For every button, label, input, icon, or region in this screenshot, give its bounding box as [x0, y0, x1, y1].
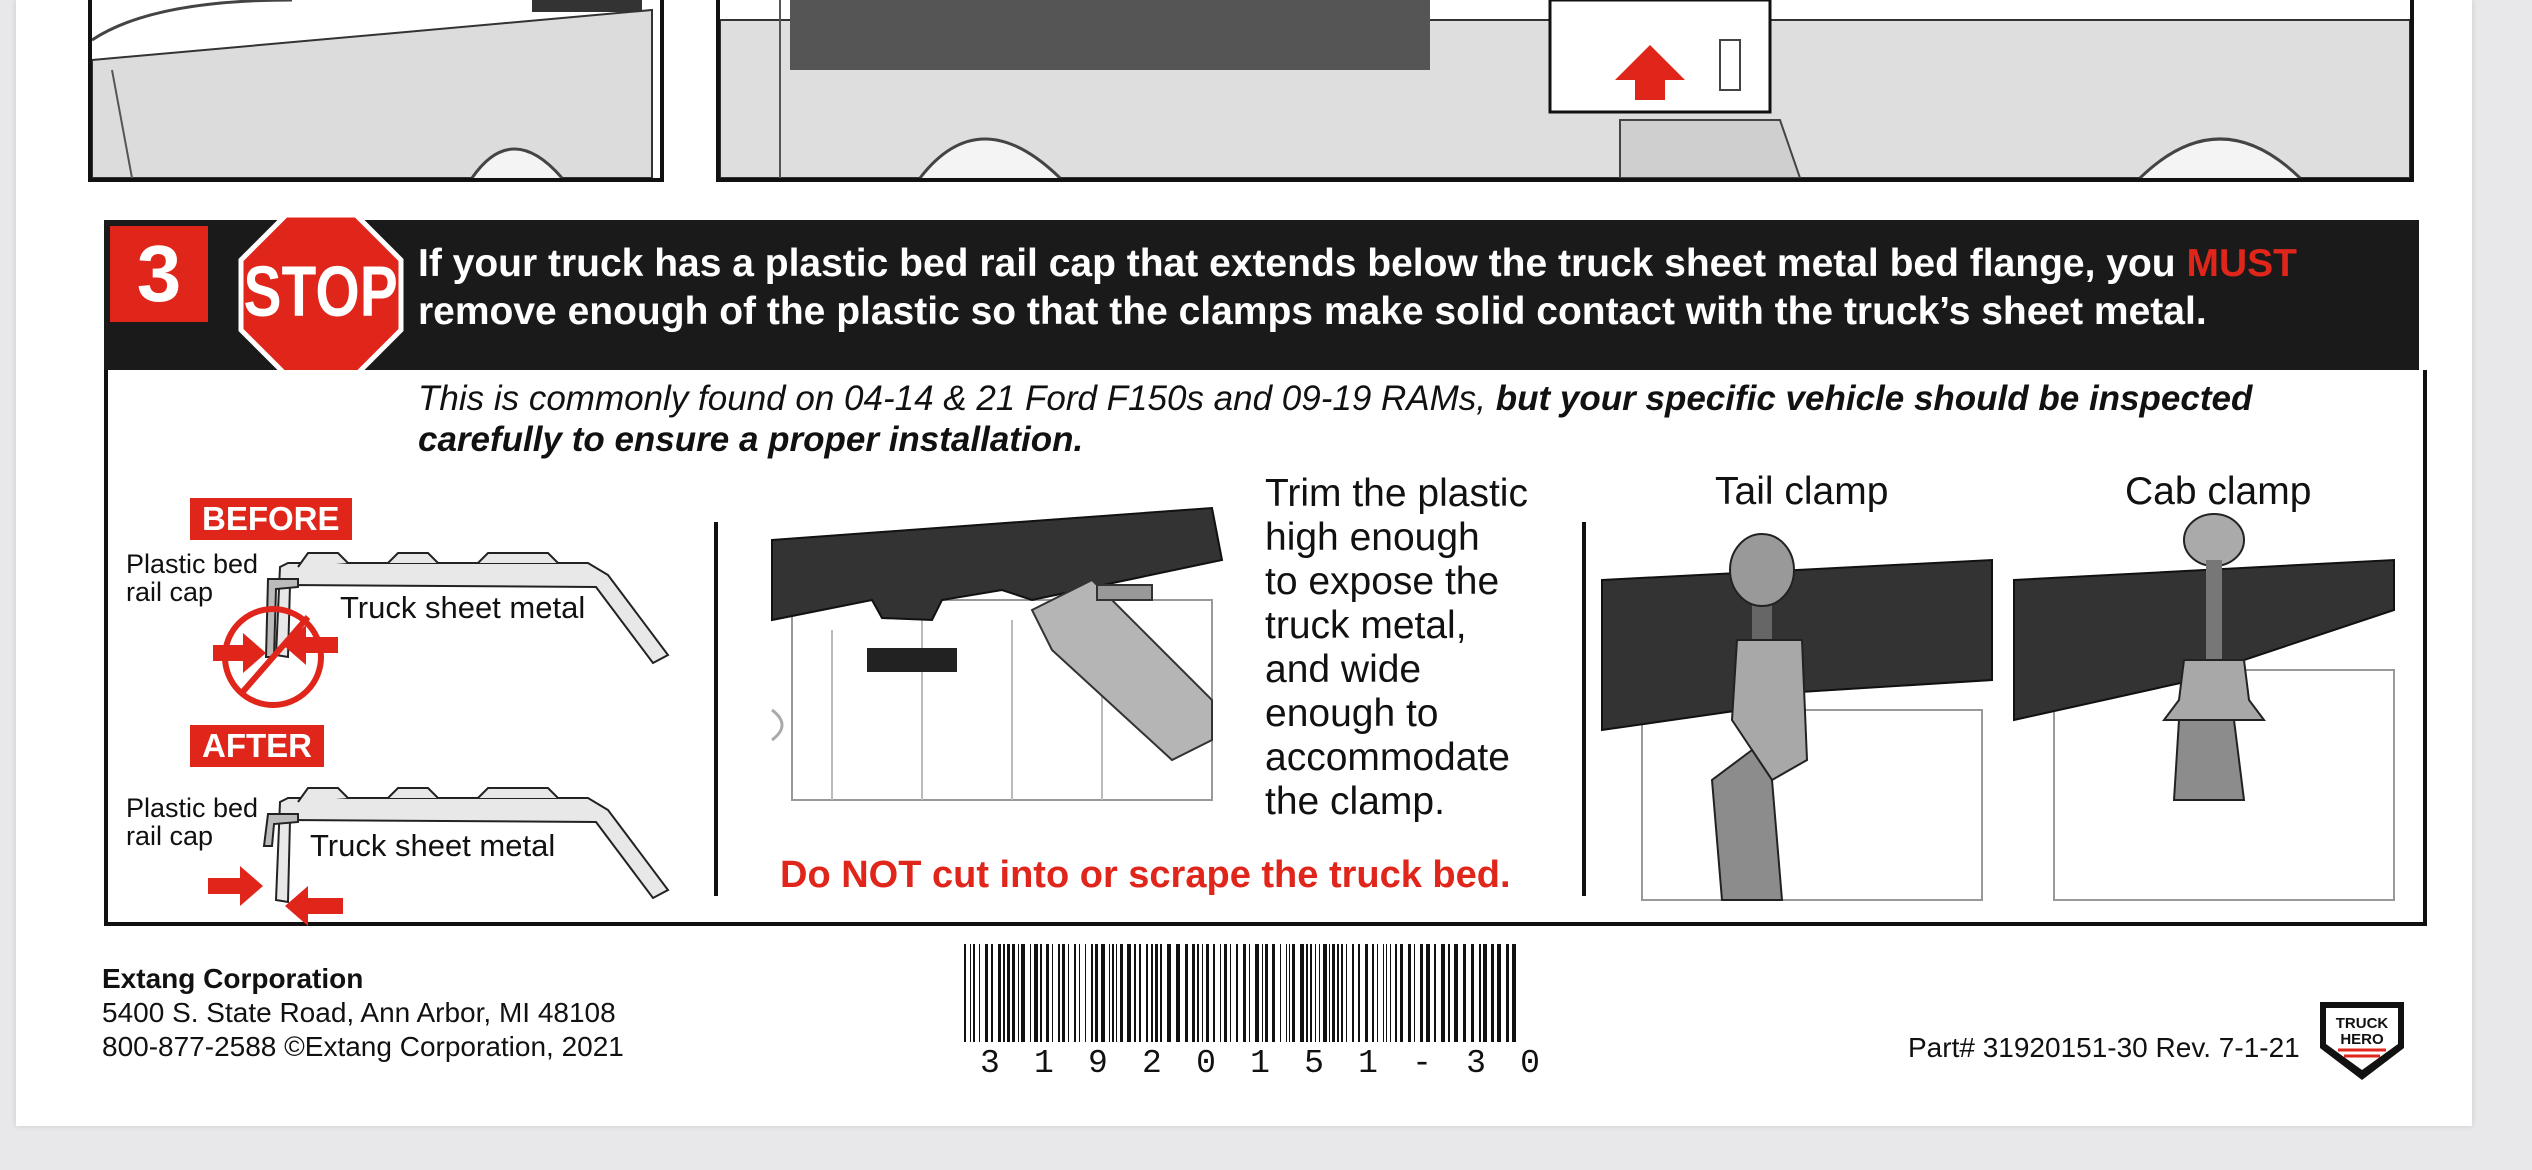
barcode-bar [1236, 944, 1238, 1042]
barcode-digit: 2 [1142, 1045, 1162, 1082]
barcode-digit: 0 [1196, 1045, 1216, 1082]
barcode-bar [1332, 944, 1335, 1042]
barcode-bar [1323, 944, 1327, 1042]
barcode-bar [1176, 944, 1180, 1042]
barcode-bar [1395, 944, 1397, 1042]
barcode-bar [1034, 944, 1038, 1042]
after-cap-label-line2: rail cap [126, 821, 214, 851]
barcode-bar [973, 944, 975, 1042]
barcode-digit: 0 [1520, 1045, 1540, 1082]
before-cap-label-line2: rail cap [126, 577, 214, 607]
instruction-page [16, 0, 2472, 1126]
barcode-bar [1112, 944, 1114, 1042]
barcode-bar [1386, 944, 1387, 1042]
barcode-bar [1134, 944, 1136, 1042]
company-address: 5400 S. State Road, Ann Arbor, MI 48108 [102, 997, 616, 1028]
barcode-bar [1192, 944, 1195, 1042]
barcode-bar [1341, 944, 1343, 1042]
trim-line: high enough [1265, 516, 1480, 559]
barcode-bar [1007, 944, 1010, 1042]
barcode-bar [1021, 944, 1025, 1042]
barcode-bar [1197, 944, 1199, 1042]
barcode-digits [980, 1045, 1540, 1082]
barcode-bar [1151, 944, 1153, 1042]
trim-instructions [1265, 472, 1565, 824]
barcode-bar [1420, 944, 1423, 1042]
vehicle-note-text: This is commonly found on 04-14 & 21 Ford F150s and 09-19 RAMs, [418, 379, 1496, 418]
barcode-bar [1052, 944, 1053, 1042]
truck-bed-illustration-right [720, 0, 2410, 178]
barcode-bar [1483, 944, 1487, 1042]
barcode-bar [1414, 944, 1415, 1042]
cab-clamp-title: Cab clamp [2125, 470, 2312, 513]
barcode-bar [1262, 944, 1263, 1042]
barcode-bar [1471, 944, 1474, 1042]
barcode-bar [1160, 944, 1162, 1042]
truck-bed-illustration-left [92, 0, 660, 178]
barcode-bar [1289, 944, 1290, 1042]
before-diagram [108, 545, 668, 715]
after-cap-label-line1: Plastic bed [126, 793, 259, 823]
barcode-bar [1255, 944, 1259, 1042]
barcode-bar [1220, 944, 1221, 1042]
barcode-bar [1213, 944, 1215, 1042]
barcode-bar [1116, 944, 1117, 1042]
barcode-bar [979, 944, 980, 1042]
barcode-bar [1058, 944, 1060, 1042]
after-badge: AFTER [190, 725, 324, 767]
barcode-bar [1377, 944, 1378, 1042]
barcode-bar [1040, 944, 1042, 1042]
logo-text-hero: HERO [2340, 1031, 2384, 1048]
barcode-bar [1265, 944, 1268, 1042]
barcode-bar [1155, 944, 1158, 1042]
barcode-bar [1512, 944, 1516, 1042]
trim-line: the clamp. [1265, 780, 1445, 823]
step-instruction [418, 240, 2408, 336]
barcode-bar [1358, 944, 1360, 1042]
barcode-bar [1272, 944, 1275, 1042]
barcode-bar [1497, 944, 1501, 1042]
must-emphasis: MUST [2186, 242, 2297, 285]
barcode-bar [1185, 944, 1188, 1042]
cab-clamp-illustration [2014, 520, 2404, 900]
barcode-bar [1300, 944, 1304, 1042]
barcode-bar [1315, 944, 1316, 1042]
company-contact: 800-877-2588 ©Extang Corporation, 2021 [102, 1031, 624, 1062]
barcode-bar [1003, 944, 1005, 1042]
stop-sign-text: STOP [243, 251, 398, 332]
cut-warning: Do NOT cut into or scrape the truck bed. [780, 854, 1511, 896]
company-info [102, 962, 624, 1064]
barcode-bar [1120, 944, 1123, 1042]
barcode-bar [1408, 944, 1411, 1042]
barcode-bar [1426, 944, 1430, 1042]
barcode-bar [1319, 944, 1320, 1042]
barcode-bar [1139, 944, 1141, 1042]
barcode-digit: 3 [1466, 1045, 1486, 1082]
barcode-bar [1292, 944, 1295, 1042]
barcode-bar [1479, 944, 1481, 1042]
barcode-digit: 5 [1304, 1045, 1324, 1082]
truck-hero-logo [2316, 998, 2408, 1080]
barcode-bar [1230, 944, 1231, 1042]
barcode-bar [1448, 944, 1450, 1042]
barcode-bar [1012, 944, 1015, 1042]
barcode-bar [1434, 944, 1436, 1042]
barcode-bar [1095, 944, 1098, 1042]
barcode-bar [1085, 944, 1086, 1042]
barcode-bar [1127, 944, 1131, 1042]
barcode-bar [1365, 944, 1368, 1042]
barcode-bar [1306, 944, 1308, 1042]
barcode-bar [1074, 944, 1076, 1042]
barcode-bar [1346, 944, 1347, 1042]
barcode-bar [1146, 944, 1148, 1042]
after-metal-label: Truck sheet metal [310, 828, 556, 863]
barcode-bar [1463, 944, 1466, 1042]
barcode-bar [985, 944, 988, 1042]
trim-line: to expose the [1265, 560, 1500, 603]
divider-1 [714, 522, 718, 896]
barcode-bar [1390, 944, 1391, 1042]
barcode-bar [998, 944, 1001, 1042]
barcode-bar [1310, 944, 1312, 1042]
step-illustration-right [716, 0, 2414, 182]
company-name: Extang Corporation [102, 963, 364, 994]
barcode-bar [1101, 944, 1105, 1042]
step-number: 3 [110, 226, 208, 322]
barcode [964, 944, 1526, 1044]
divider-2 [1582, 522, 1586, 896]
barcode-digit: 9 [1088, 1045, 1108, 1082]
tail-clamp-illustration [1602, 520, 2002, 900]
barcode-bar [1329, 944, 1330, 1042]
trim-line: truck metal, [1265, 604, 1467, 647]
barcode-bar [1243, 944, 1246, 1042]
vehicle-note-emphasis: but your specific vehicle should be inspected carefully to ensure a proper installation. [418, 379, 2253, 459]
barcode-bar [1079, 944, 1080, 1042]
barcode-bar [991, 944, 993, 1042]
stop-sign-icon [236, 210, 406, 380]
trim-line: enough to [1265, 692, 1439, 735]
barcode-bar [1046, 944, 1049, 1042]
instruction-line-1: If your truck has a plastic bed rail cap that extends below the truck sheet metal bed flange, you [418, 242, 2187, 285]
barcode-bar [1206, 944, 1209, 1042]
barcode-digit: 1 [1250, 1045, 1270, 1082]
barcode-bar [1506, 944, 1509, 1042]
barcode-bar [1018, 944, 1019, 1042]
trim-line: accommodate [1265, 736, 1510, 779]
barcode-digit: 1 [1034, 1045, 1054, 1082]
before-badge: BEFORE [190, 498, 352, 540]
step-3-header [104, 220, 2419, 370]
barcode-bar [1030, 944, 1031, 1042]
barcode-bar [1280, 944, 1281, 1042]
trim-line: Trim the plastic [1265, 472, 1528, 515]
vehicle-note [418, 378, 2318, 460]
step-3-body [104, 370, 2427, 926]
barcode-bar [1337, 944, 1339, 1042]
barcode-digit: 3 [980, 1045, 1000, 1082]
barcode-bar [1091, 944, 1093, 1042]
barcode-bar [1372, 944, 1374, 1042]
barcode-bar [1068, 944, 1069, 1042]
logo-text-truck: TRUCK [2335, 1015, 2389, 1032]
barcode-digit: 1 [1358, 1045, 1378, 1082]
barcode-bar [1400, 944, 1403, 1042]
barcode-bar [1352, 944, 1354, 1042]
barcode-bar [1383, 944, 1384, 1042]
trim-illustration [772, 500, 1232, 800]
barcode-bar [1286, 944, 1287, 1042]
barcode-bar [1249, 944, 1250, 1042]
tail-clamp-title: Tail clamp [1715, 470, 1889, 513]
barcode-bar [970, 944, 971, 1042]
barcode-bar [1491, 944, 1494, 1042]
barcode-bar [1441, 944, 1445, 1042]
barcode-bar [964, 944, 966, 1042]
part-number: Part# 31920151-30 Rev. 7-1-21 [1908, 1032, 2300, 1063]
trim-line: and wide [1265, 648, 1422, 691]
before-metal-label: Truck sheet metal [340, 590, 586, 625]
instruction-line-2: remove enough of the plastic so that the clamps make solid contact with the truck’s sheet metal. [418, 290, 2207, 333]
barcode-bar [1167, 944, 1171, 1042]
barcode-bar [1224, 944, 1227, 1042]
before-cap-label-line1: Plastic bed [126, 549, 259, 579]
barcode-bar [1109, 944, 1110, 1042]
barcode-bar [1062, 944, 1065, 1042]
barcode-bar [1454, 944, 1458, 1042]
barcode-digit: - [1412, 1045, 1432, 1082]
barcode-bar [1202, 944, 1203, 1042]
step-illustration-left [88, 0, 664, 182]
